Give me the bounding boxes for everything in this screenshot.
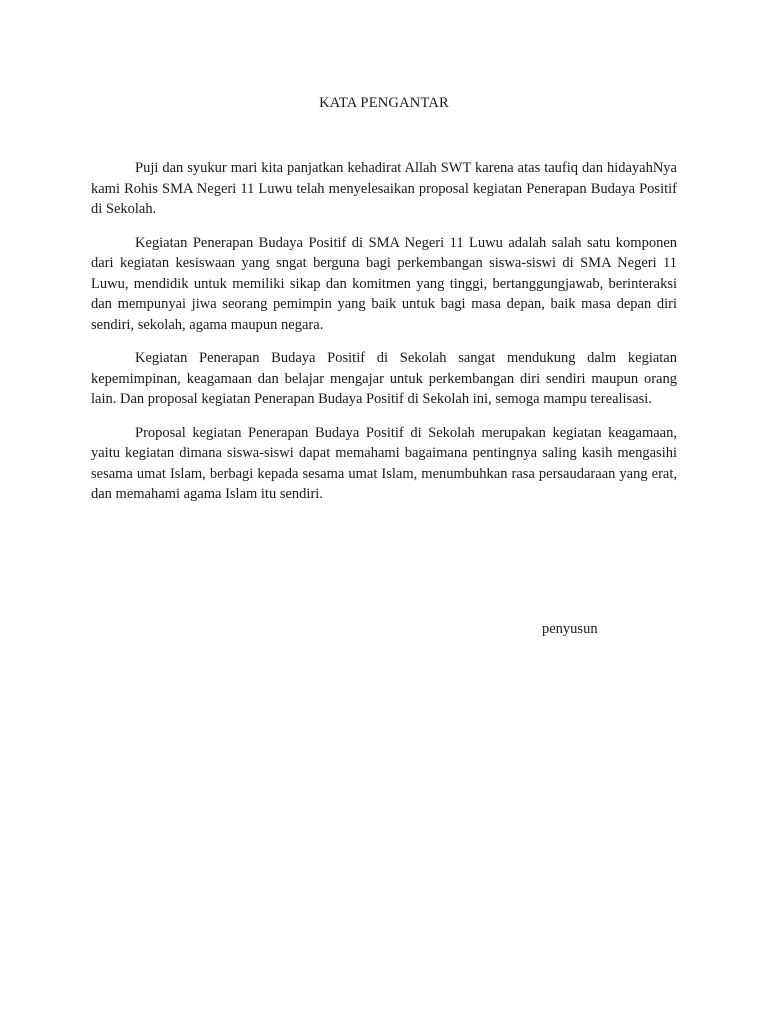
- paragraph-3: Kegiatan Penerapan Budaya Positif di Sekolah sangat mendukung dalm kegiatan kepemimpinan, keagamaan dan belajar mengajar untuk perkembangan diri sendiri maupun orang lain. Dan proposal kegiatan Penerapan Budaya Positif di Sekolah ini, semoga mampu terealisasi.: [91, 350, 677, 407]
- page-title: KATA PENGANTAR: [319, 95, 449, 111]
- paragraph-1: Puji dan syukur mari kita panjatkan kehadirat Allah SWT karena atas taufiq dan hidayahNya kami Rohis SMA Negeri 11 Luwu telah menyelesaikan proposal kegiatan Penerapan Budaya Positif di Sekolah.: [91, 160, 677, 217]
- signature-label: penyusun: [542, 621, 598, 637]
- document-body: [91, 158, 677, 518]
- paragraph-2: Kegiatan Penerapan Budaya Positif di SMA Negeri 11 Luwu adalah salah satu komponen dari kegiatan kesiswaan yang sngat berguna bagi perkembangan siswa-siswi di SMA Negeri 11 Luwu, mendidik untuk memiliki sikap dan komitmen yang tinggi, bertanggungjawab, berinteraksi dan mempunyai jiwa seorang pemimpin yang baik untuk bagi masa depan, baik masa depan diri sendiri, sekolah, agama maupun negara.: [91, 234, 677, 333]
- paragraph-4: Proposal kegiatan Penerapan Budaya Positif di Sekolah merupakan kegiatan keagamaan, yaitu kegiatan dimana siswa-siswi dapat memahami bagaimana pentingnya saling kasih mengasihi sesama umat Islam, berbagi kepada sesama umat Islam, menumbuhkan rasa persaudaraan yang erat, dan memahami agama Islam itu sendiri.: [91, 424, 677, 502]
